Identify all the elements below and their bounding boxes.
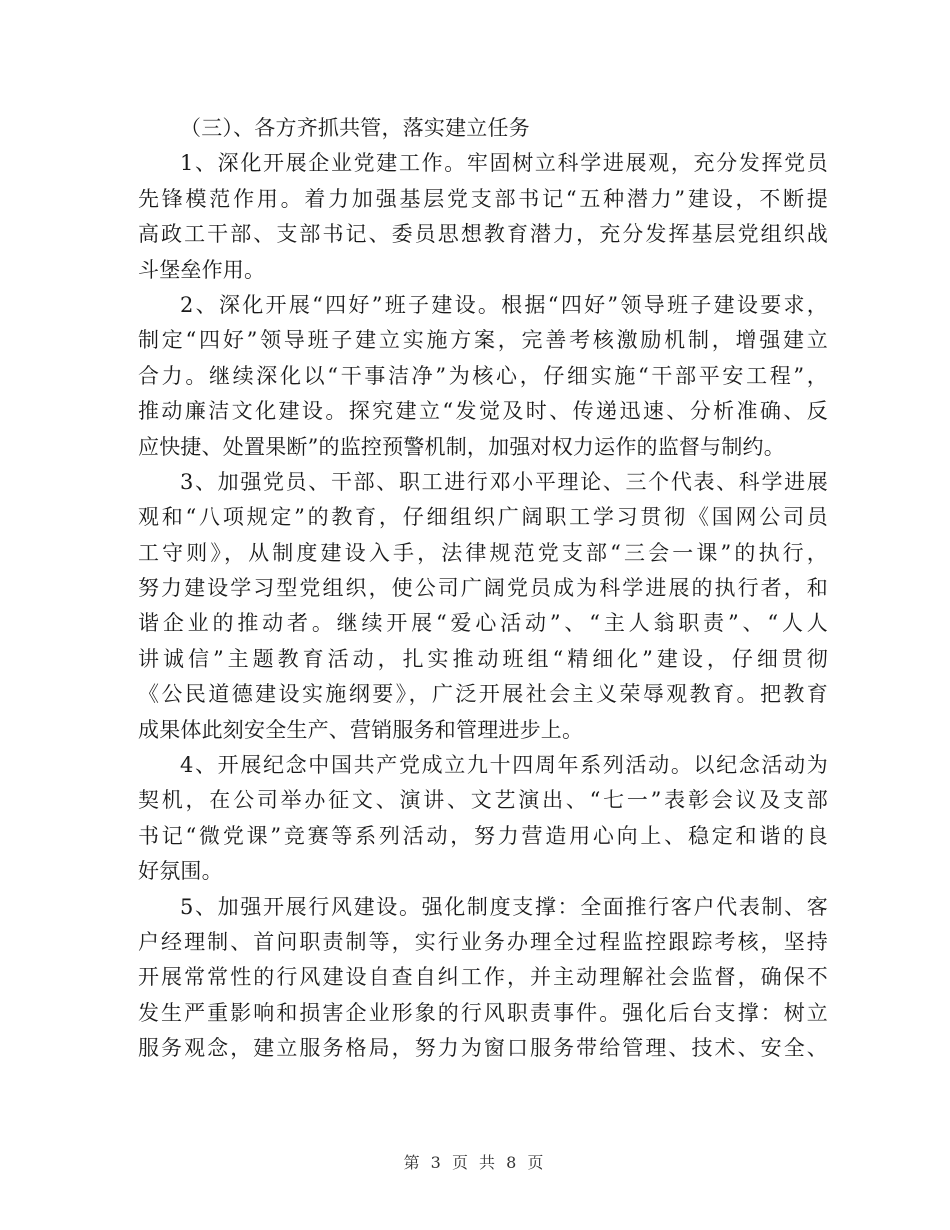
text-line: 2、深化开展“四好”班子建设。根据“四好”领导班子建设要求， <box>180 292 828 317</box>
text-line: 4、开展纪念中国共产党成立九十四周年系列活动。以纪念活动为 <box>180 753 828 778</box>
text-line: 观和“八项规定”的教育，仔细组织广阔职工学习贯彻《国网公司员 <box>138 505 828 530</box>
text-line: 书记“微党课”竞赛等系列活动，努力营造用心向上、稳定和谐的良 <box>138 823 828 848</box>
text-line: 讲诚信”主题教育活动，扎实推动班组“精细化”建设，仔细贯彻 <box>138 646 828 671</box>
text-line: 高政工干部、支部书记、委员思想教育潜力，充分发挥基层党组织战 <box>138 222 828 247</box>
text-line: 努力建设学习型党组织，使公司广阔党员成为科学进展的执行者，和 <box>138 576 828 601</box>
page-number-footer: 第 3 页 共 8 页 <box>403 1153 547 1172</box>
text-line: 制定“四好”领导班子建立实施方案，完善考核激励机制，增强建立 <box>138 328 828 353</box>
text-line: 好氛围。 <box>138 859 223 884</box>
text-line: 服务观念，建立服务格局，努力为窗口服务带给管理、技术、安全、 <box>138 1036 828 1061</box>
text-line: 1、深化开展企业党建工作。牢固树立科学进展观，充分发挥党员 <box>180 151 828 176</box>
text-line: （三）、各方齐抓共管，落实建立任务 <box>180 116 530 140</box>
text-line: 发生严重影响和损害企业形象的行风职责事件。强化后台支撑：树立 <box>138 1000 828 1025</box>
text-line: 《公民道德建设实施纲要》，广泛开展社会主义荣辱观教育。把教育 <box>138 682 828 707</box>
text-line: 成果体此刻安全生产、营销服务和管理进步上。 <box>138 717 584 742</box>
text-line: 谐企业的推动者。继续开展“爱心活动”、“主人翁职责”、“人人 <box>138 611 828 636</box>
text-line: 应快捷、处置果断”的监控预警机制，加强对权力运作的监督与制约。 <box>138 434 785 459</box>
text-line: 契机，在公司举办征文、演讲、文艺演出、“七一”表彰会议及支部 <box>138 788 828 813</box>
text-line: 合力。继续深化以“干事洁净”为核心，仔细实施“干部平安工程”， <box>138 363 828 388</box>
text-line: 户经理制、首问职责制等，实行业务办理全过程监控跟踪考核，坚持 <box>138 929 828 954</box>
text-line: 推动廉洁文化建设。探究建立“发觉及时、传递迅速、分析准确、反 <box>138 399 828 424</box>
text-line: 3、加强党员、干部、职工进行邓小平理论、三个代表、科学进展 <box>180 469 828 494</box>
text-line: 斗堡垒作用。 <box>138 257 266 282</box>
document-body <box>138 111 828 1067</box>
text-line: 5、加强开展行风建设。强化制度支撑：全面推行客户代表制、客 <box>180 894 828 919</box>
text-line: 开展常常性的行风建设自查自纠工作，并主动理解社会监督，确保不 <box>138 965 828 990</box>
text-line: 先锋模范作用。着力加强基层党支部书记“五种潜力”建设，不断提 <box>138 186 828 211</box>
text-line: 工守则》，从制度建设入手，法律规范党支部“三会一课”的执行， <box>138 540 828 565</box>
